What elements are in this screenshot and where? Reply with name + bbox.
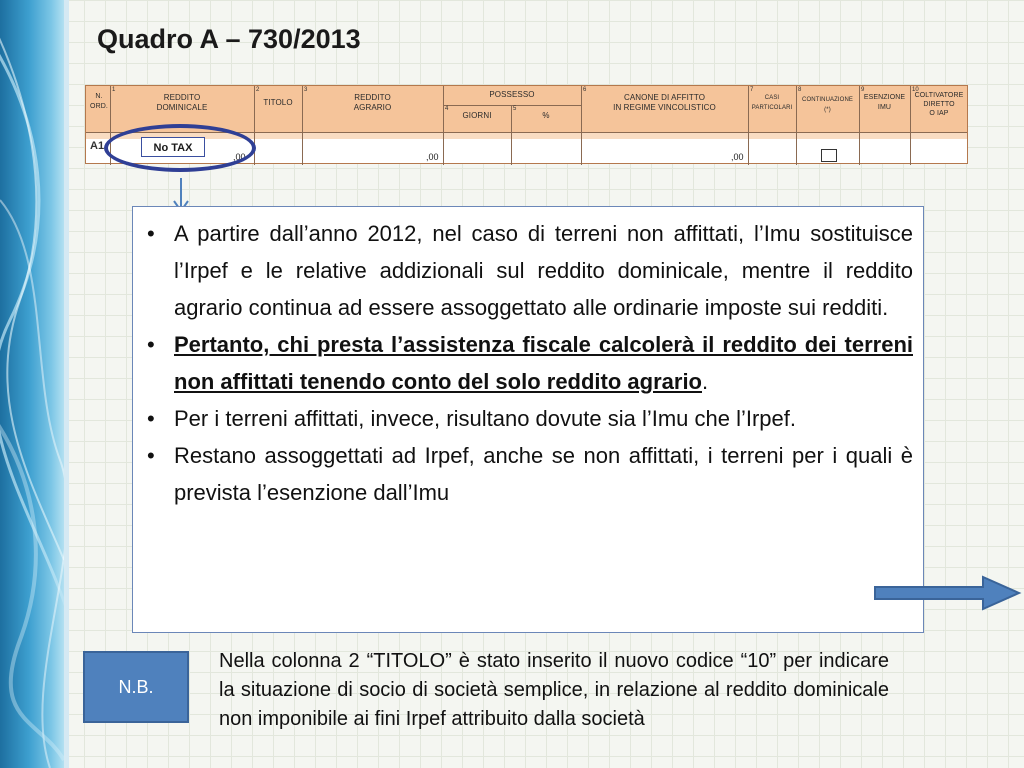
col-num-6: 6 (583, 87, 587, 93)
col-header-esenzione-imu: ESENZIONE IMU (863, 94, 906, 111)
col-num-2: 2 (256, 87, 260, 93)
col-num-7: 7 (750, 87, 754, 93)
col-header-giorni: GIORNI (462, 111, 492, 120)
bullet-item: • Restano assoggettati ad Irpef, anche se non affittati, i terreni per i quali è prevista l’esenzione dall’Imu (147, 437, 913, 511)
continuazione-checkbox[interactable] (821, 149, 837, 162)
possesso-divider (443, 105, 581, 106)
bullet-dot-icon: • (147, 332, 155, 357)
col-num-4: 4 (445, 106, 449, 112)
bullet-list (147, 215, 913, 511)
value-canone[interactable]: ,00 (731, 152, 744, 162)
col-num-1: 1 (112, 87, 116, 93)
col-header-canone: CANONE DI AFFITTO IN REGIME VINCOLISTICO (613, 93, 716, 112)
col-header-continuazione: CONTINUAZIONE (*) (802, 97, 853, 113)
col-header-nord: N. ORD. (90, 93, 108, 110)
col-header-casi-particolari: CASI PARTICOLARI (751, 95, 793, 111)
next-arrow-icon[interactable] (873, 573, 1023, 613)
slide-title: Quadro A – 730/2013 (97, 24, 361, 54)
explanation-box (132, 206, 924, 633)
bullet-dot-icon: • (147, 406, 155, 431)
nb-note-text: Nella colonna 2 “TITOLO” è stato inserito il nuovo codice “10” per indicare la situazione di socio di società semplice, in relazione al reddito dominicale non imponibile ai fini Irpef attribuito dalla società (219, 650, 889, 730)
bullet-dot-icon: • (147, 443, 155, 468)
row-label: A1 (90, 140, 105, 152)
col-num-3: 3 (304, 87, 308, 93)
nb-badge: N.B. (83, 651, 189, 723)
bullet-item: • Per i terreni affittati, invece, risultano dovute sia l’Imu che l’Irpef. (147, 400, 913, 437)
highlight-oval (104, 124, 256, 172)
no-tax-label: No TAX (141, 137, 205, 157)
col-num-10: 10 (912, 87, 919, 93)
left-divider (64, 0, 69, 768)
col-header-reddito-dominicale: REDDITO DOMINICALE (156, 93, 208, 112)
bullet-dot-icon: • (147, 221, 155, 246)
value-reddito-agrario[interactable]: ,00 (426, 152, 439, 162)
col-header-coltivatore: COLTIVATORE DIRETTO O IAP (914, 92, 964, 117)
swirl-decoration (0, 0, 64, 768)
col-header-titolo: TITOLO (263, 98, 293, 107)
value-reddito-dominicale[interactable]: ,00 (233, 152, 246, 162)
bullet-item: • A partire dall’anno 2012, nel caso di terreni non affittati, l’Imu sostituisce l’Irpef e le relative addizionali sul reddito dominicale, mentre il reddito agrario continua ad essere assoggettato alle ordinarie imposte sui redditi. (147, 215, 913, 326)
col-num-8: 8 (798, 87, 802, 93)
col-header-possesso: POSSESSO (489, 90, 535, 99)
left-decorative-band (0, 0, 64, 768)
bullet-item-emphasis: • Pertanto, chi presta l’assistenza fiscale calcolerà il reddito dei terreni non affittati tenendo conto del solo reddito agrario. (147, 326, 913, 400)
col-num-5: 5 (513, 106, 517, 112)
col-header-percent: % (542, 111, 550, 120)
col-header-reddito-agrario: REDDITO AGRARIO (353, 93, 392, 112)
col-num-9: 9 (861, 87, 865, 93)
